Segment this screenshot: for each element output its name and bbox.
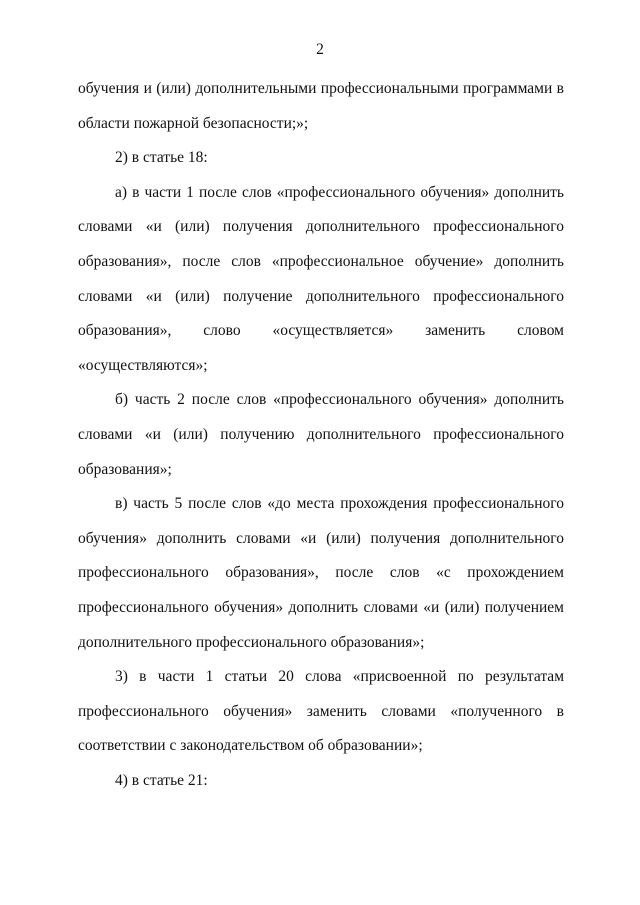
paragraph-item-2v: в) часть 5 после слов «до места прохождения профессионального обучения» дополнить словами «и (или) получения дополнительного профессионального образования», после слов «с прохождением профессионального обучения» дополнить словами «и (или) получением дополнительного профессионального образования»; [78,495,564,651]
paragraph-item-2: 2) в статье 18: [115,149,208,167]
paragraph-continuation: обучения и (или) дополнительными профессиональными программами в области пожарной безопасности;»; [78,80,564,132]
paragraph-item-4: 4) в статье 21: [115,771,208,789]
page-number: 2 [316,41,324,58]
paragraph-item-3: 3) в части 1 статьи 20 слова «присвоенной по результатам профессионального обучения» заменить словами «полученного в соответствии с законодательством об образовании»; [78,668,564,755]
document-body [78,72,564,798]
paragraph-item-2a: а) в части 1 после слов «профессионального обучения» дополнить словами «и (или) получения дополнительного профессионального образования», после слов «профессиональное обучение» дополнить словами «и (или) получение дополнительного профессионального образования», слово «осуществляется» заменить словом «осуществляются»; [78,183,564,374]
paragraph-item-2b: б) часть 2 после слов «профессионального обучения» дополнить словами «и (или) получению дополнительного профессионального образования»; [78,391,564,478]
